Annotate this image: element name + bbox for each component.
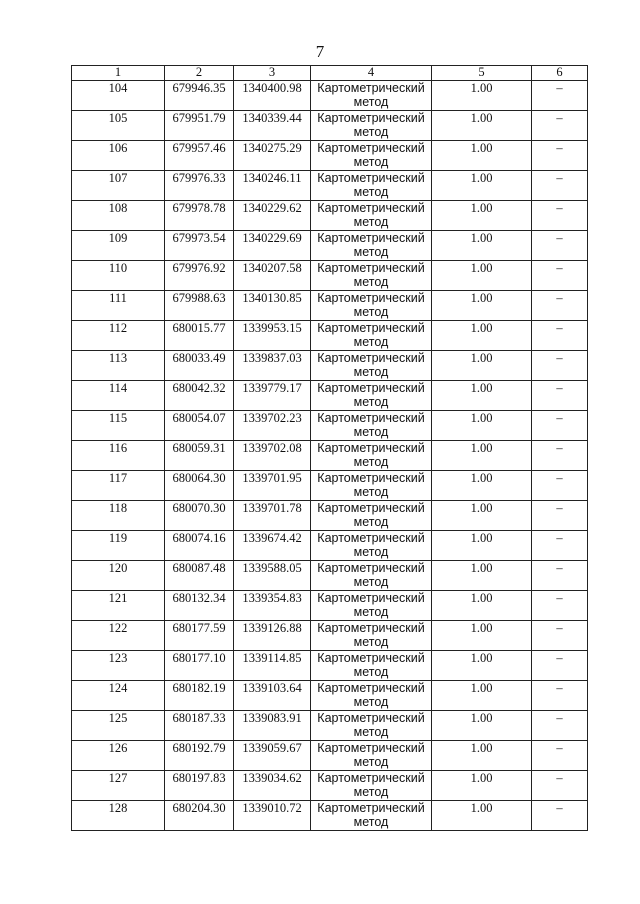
point-number-cell: 105 <box>72 111 165 141</box>
x-coordinate-cell: 680204.30 <box>165 801 234 831</box>
y-coordinate-cell: 1339588.05 <box>234 561 311 591</box>
error-cell: 1.00 <box>432 771 532 801</box>
table-body <box>72 81 588 831</box>
note-cell: – <box>532 141 588 171</box>
method-cell <box>311 801 432 831</box>
table-row <box>72 411 588 441</box>
method-line-1: Картометрический <box>317 471 425 485</box>
method-cell <box>311 531 432 561</box>
y-coordinate-cell: 1340207.58 <box>234 261 311 291</box>
table-row <box>72 711 588 741</box>
table-row <box>72 351 588 381</box>
x-coordinate-cell: 680182.19 <box>165 681 234 711</box>
error-cell: 1.00 <box>432 501 532 531</box>
y-coordinate-cell: 1339953.15 <box>234 321 311 351</box>
method-line-1: Картометрический <box>317 651 425 665</box>
method-cell <box>311 651 432 681</box>
y-coordinate-cell: 1340275.29 <box>234 141 311 171</box>
method-line-1: Картометрический <box>317 171 425 185</box>
header-col-6: 6 <box>532 66 588 81</box>
point-number-cell: 125 <box>72 711 165 741</box>
error-cell: 1.00 <box>432 531 532 561</box>
point-number-cell: 107 <box>72 171 165 201</box>
point-number-cell: 126 <box>72 741 165 771</box>
note-cell: – <box>532 201 588 231</box>
table-row <box>72 441 588 471</box>
method-cell <box>311 471 432 501</box>
note-cell: – <box>532 231 588 261</box>
note-cell: – <box>532 741 588 771</box>
table-row <box>72 231 588 261</box>
method-line-1: Картометрический <box>317 621 425 635</box>
y-coordinate-cell: 1339034.62 <box>234 771 311 801</box>
error-cell: 1.00 <box>432 261 532 291</box>
point-number-cell: 123 <box>72 651 165 681</box>
coordinates-table <box>71 65 588 831</box>
method-line-1: Картометрический <box>317 111 425 125</box>
x-coordinate-cell: 680015.77 <box>165 321 234 351</box>
note-cell: – <box>532 501 588 531</box>
point-number-cell: 109 <box>72 231 165 261</box>
x-coordinate-cell: 680192.79 <box>165 741 234 771</box>
y-coordinate-cell: 1339103.64 <box>234 681 311 711</box>
error-cell: 1.00 <box>432 381 532 411</box>
point-number-cell: 121 <box>72 591 165 621</box>
method-line-2: метод <box>353 365 389 379</box>
table-row <box>72 531 588 561</box>
y-coordinate-cell: 1340246.11 <box>234 171 311 201</box>
method-line-2: метод <box>353 215 389 229</box>
note-cell: – <box>532 261 588 291</box>
method-cell <box>311 741 432 771</box>
y-coordinate-cell: 1339354.83 <box>234 591 311 621</box>
method-line-1: Картометрический <box>317 231 425 245</box>
point-number-cell: 108 <box>72 201 165 231</box>
x-coordinate-cell: 680042.32 <box>165 381 234 411</box>
point-number-cell: 127 <box>72 771 165 801</box>
x-coordinate-cell: 679973.54 <box>165 231 234 261</box>
point-number-cell: 119 <box>72 531 165 561</box>
table-row <box>72 111 588 141</box>
method-line-2: метод <box>353 155 389 169</box>
header-col-4: 4 <box>311 66 432 81</box>
table-row <box>72 681 588 711</box>
method-cell <box>311 561 432 591</box>
note-cell: – <box>532 441 588 471</box>
method-cell <box>311 681 432 711</box>
method-line-2: метод <box>353 635 389 649</box>
x-coordinate-cell: 679946.35 <box>165 81 234 111</box>
y-coordinate-cell: 1339010.72 <box>234 801 311 831</box>
table-row <box>72 321 588 351</box>
method-line-2: метод <box>353 275 389 289</box>
method-cell <box>311 591 432 621</box>
table-row <box>72 621 588 651</box>
y-coordinate-cell: 1339114.85 <box>234 651 311 681</box>
error-cell: 1.00 <box>432 291 532 321</box>
x-coordinate-cell: 680177.59 <box>165 621 234 651</box>
note-cell: – <box>532 711 588 741</box>
y-coordinate-cell: 1339126.88 <box>234 621 311 651</box>
table-row <box>72 501 588 531</box>
error-cell: 1.00 <box>432 351 532 381</box>
method-line-2: метод <box>353 695 389 709</box>
note-cell: – <box>532 321 588 351</box>
error-cell: 1.00 <box>432 171 532 201</box>
page-number: 7 <box>315 42 325 61</box>
table-row <box>72 261 588 291</box>
error-cell: 1.00 <box>432 321 532 351</box>
method-line-1: Картометрический <box>317 711 425 725</box>
table-header-row <box>72 66 588 81</box>
method-cell <box>311 171 432 201</box>
y-coordinate-cell: 1339837.03 <box>234 351 311 381</box>
error-cell: 1.00 <box>432 591 532 621</box>
x-coordinate-cell: 680087.48 <box>165 561 234 591</box>
method-line-1: Картометрический <box>317 531 425 545</box>
method-line-1: Картометрический <box>317 681 425 695</box>
table-row <box>72 171 588 201</box>
method-cell <box>311 621 432 651</box>
table-row <box>72 291 588 321</box>
table-row <box>72 201 588 231</box>
x-coordinate-cell: 680197.83 <box>165 771 234 801</box>
method-line-1: Картометрический <box>317 741 425 755</box>
method-line-1: Картометрический <box>317 501 425 515</box>
point-number-cell: 115 <box>72 411 165 441</box>
x-coordinate-cell: 679978.78 <box>165 201 234 231</box>
note-cell: – <box>532 471 588 501</box>
note-cell: – <box>532 801 588 831</box>
error-cell: 1.00 <box>432 471 532 501</box>
note-cell: – <box>532 291 588 321</box>
table-row <box>72 741 588 771</box>
point-number-cell: 111 <box>72 291 165 321</box>
note-cell: – <box>532 651 588 681</box>
point-number-cell: 106 <box>72 141 165 171</box>
y-coordinate-cell: 1339059.67 <box>234 741 311 771</box>
method-line-1: Картометрический <box>317 291 425 305</box>
point-number-cell: 118 <box>72 501 165 531</box>
method-line-1: Картометрический <box>317 141 425 155</box>
note-cell: – <box>532 381 588 411</box>
method-line-1: Картометрический <box>317 321 425 335</box>
y-coordinate-cell: 1340400.98 <box>234 81 311 111</box>
error-cell: 1.00 <box>432 111 532 141</box>
method-line-1: Картометрический <box>317 261 425 275</box>
error-cell: 1.00 <box>432 441 532 471</box>
method-cell <box>311 441 432 471</box>
method-line-2: метод <box>353 185 389 199</box>
note-cell: – <box>532 681 588 711</box>
header-col-1: 1 <box>72 66 165 81</box>
table-row <box>72 771 588 801</box>
method-line-2: метод <box>353 605 389 619</box>
method-line-2: метод <box>353 785 389 799</box>
method-line-2: метод <box>353 815 389 829</box>
point-number-cell: 116 <box>72 441 165 471</box>
point-number-cell: 114 <box>72 381 165 411</box>
method-cell <box>311 351 432 381</box>
table-row <box>72 141 588 171</box>
method-cell <box>311 201 432 231</box>
error-cell: 1.00 <box>432 801 532 831</box>
error-cell: 1.00 <box>432 411 532 441</box>
y-coordinate-cell: 1339701.95 <box>234 471 311 501</box>
method-line-1: Картометрический <box>317 351 425 365</box>
point-number-cell: 117 <box>72 471 165 501</box>
method-line-2: метод <box>353 515 389 529</box>
error-cell: 1.00 <box>432 561 532 591</box>
method-cell <box>311 771 432 801</box>
note-cell: – <box>532 621 588 651</box>
method-line-2: метод <box>353 485 389 499</box>
point-number-cell: 110 <box>72 261 165 291</box>
point-number-cell: 112 <box>72 321 165 351</box>
note-cell: – <box>532 591 588 621</box>
method-cell <box>311 411 432 441</box>
method-cell <box>311 291 432 321</box>
y-coordinate-cell: 1340229.62 <box>234 201 311 231</box>
x-coordinate-cell: 680177.10 <box>165 651 234 681</box>
x-coordinate-cell: 679951.79 <box>165 111 234 141</box>
method-line-2: метод <box>353 335 389 349</box>
x-coordinate-cell: 680074.16 <box>165 531 234 561</box>
y-coordinate-cell: 1339702.23 <box>234 411 311 441</box>
point-number-cell: 120 <box>72 561 165 591</box>
method-line-2: метод <box>353 725 389 739</box>
point-number-cell: 113 <box>72 351 165 381</box>
method-line-2: метод <box>353 125 389 139</box>
header-col-2: 2 <box>165 66 234 81</box>
header-col-3: 3 <box>234 66 311 81</box>
method-line-1: Картометрический <box>317 561 425 575</box>
method-cell <box>311 231 432 261</box>
note-cell: – <box>532 531 588 561</box>
x-coordinate-cell: 680054.07 <box>165 411 234 441</box>
x-coordinate-cell: 679976.33 <box>165 171 234 201</box>
method-line-1: Картометрический <box>317 201 425 215</box>
error-cell: 1.00 <box>432 711 532 741</box>
error-cell: 1.00 <box>432 81 532 111</box>
y-coordinate-cell: 1339702.08 <box>234 441 311 471</box>
y-coordinate-cell: 1340130.85 <box>234 291 311 321</box>
method-line-1: Картометрический <box>317 411 425 425</box>
x-coordinate-cell: 679988.63 <box>165 291 234 321</box>
method-line-2: метод <box>353 245 389 259</box>
error-cell: 1.00 <box>432 231 532 261</box>
point-number-cell: 122 <box>72 621 165 651</box>
error-cell: 1.00 <box>432 681 532 711</box>
table-row <box>72 651 588 681</box>
method-line-2: метод <box>353 575 389 589</box>
error-cell: 1.00 <box>432 651 532 681</box>
method-line-1: Картометрический <box>317 381 425 395</box>
method-cell <box>311 321 432 351</box>
method-cell <box>311 381 432 411</box>
y-coordinate-cell: 1339779.17 <box>234 381 311 411</box>
error-cell: 1.00 <box>432 741 532 771</box>
method-line-2: метод <box>353 395 389 409</box>
note-cell: – <box>532 111 588 141</box>
y-coordinate-cell: 1339674.42 <box>234 531 311 561</box>
note-cell: – <box>532 81 588 111</box>
note-cell: – <box>532 171 588 201</box>
method-cell <box>311 501 432 531</box>
method-cell <box>311 261 432 291</box>
note-cell: – <box>532 561 588 591</box>
note-cell: – <box>532 351 588 381</box>
point-number-cell: 124 <box>72 681 165 711</box>
error-cell: 1.00 <box>432 141 532 171</box>
method-cell <box>311 111 432 141</box>
table-row <box>72 471 588 501</box>
x-coordinate-cell: 680132.34 <box>165 591 234 621</box>
y-coordinate-cell: 1339701.78 <box>234 501 311 531</box>
table-row <box>72 801 588 831</box>
method-line-1: Картометрический <box>317 81 425 95</box>
method-line-2: метод <box>353 425 389 439</box>
x-coordinate-cell: 680070.30 <box>165 501 234 531</box>
method-cell <box>311 81 432 111</box>
y-coordinate-cell: 1340339.44 <box>234 111 311 141</box>
method-line-2: метод <box>353 545 389 559</box>
note-cell: – <box>532 411 588 441</box>
method-line-1: Картометрический <box>317 441 425 455</box>
x-coordinate-cell: 679957.46 <box>165 141 234 171</box>
error-cell: 1.00 <box>432 201 532 231</box>
table-row <box>72 561 588 591</box>
y-coordinate-cell: 1340229.69 <box>234 231 311 261</box>
method-cell <box>311 141 432 171</box>
x-coordinate-cell: 680187.33 <box>165 711 234 741</box>
note-cell: – <box>532 771 588 801</box>
method-cell <box>311 711 432 741</box>
point-number-cell: 128 <box>72 801 165 831</box>
method-line-2: метод <box>353 455 389 469</box>
method-line-2: метод <box>353 665 389 679</box>
method-line-2: метод <box>353 755 389 769</box>
method-line-1: Картометрический <box>317 591 425 605</box>
point-number-cell: 104 <box>72 81 165 111</box>
x-coordinate-cell: 680059.31 <box>165 441 234 471</box>
table-row <box>72 81 588 111</box>
x-coordinate-cell: 680033.49 <box>165 351 234 381</box>
method-line-2: метод <box>353 305 389 319</box>
header-col-5: 5 <box>432 66 532 81</box>
method-line-2: метод <box>353 95 389 109</box>
y-coordinate-cell: 1339083.91 <box>234 711 311 741</box>
x-coordinate-cell: 679976.92 <box>165 261 234 291</box>
method-line-1: Картометрический <box>317 801 425 815</box>
table-row <box>72 591 588 621</box>
table-row <box>72 381 588 411</box>
method-line-1: Картометрический <box>317 771 425 785</box>
x-coordinate-cell: 680064.30 <box>165 471 234 501</box>
error-cell: 1.00 <box>432 621 532 651</box>
